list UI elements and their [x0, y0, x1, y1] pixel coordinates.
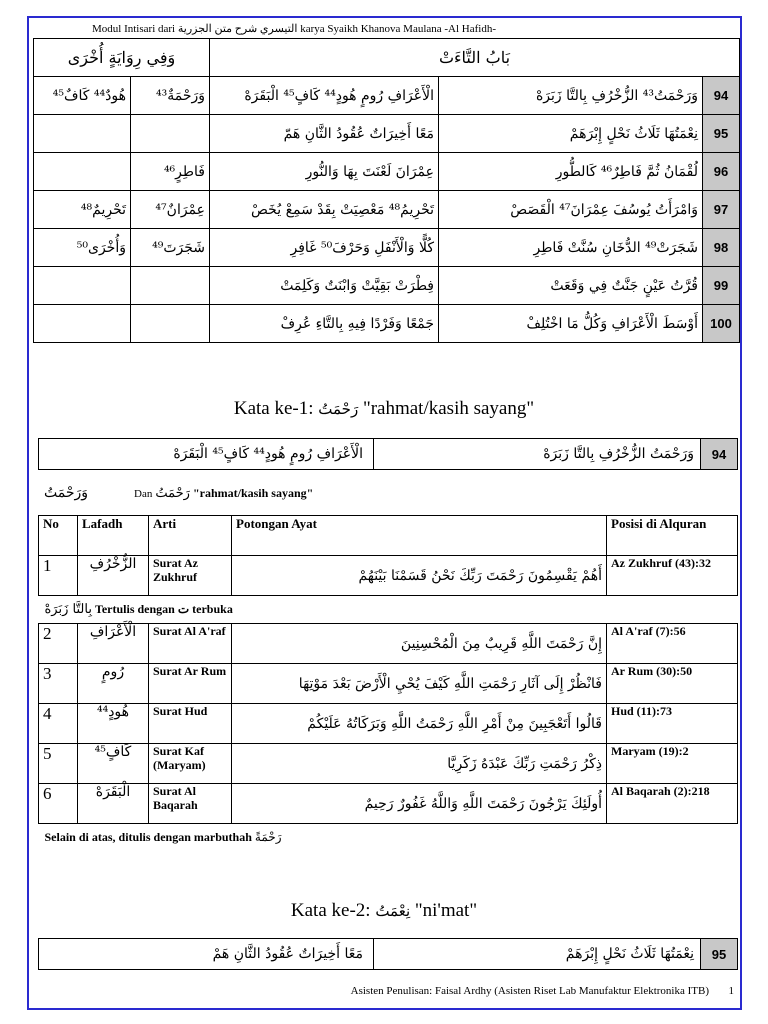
verse-number: 95 — [701, 939, 738, 970]
bab-cell-verse-b: تَحْرِيمُ⁴⁸ مَعْصِيَتْ بِقَدْ سَمِعْ يُخَصْ — [210, 191, 439, 229]
detail-cell-posisi: Hud (11):73 — [607, 704, 738, 744]
detail-cell-posisi: Az Zukhruf (43):32 — [607, 556, 738, 596]
bab-cell-verse-a: أَوْسَطَ الْأَعْرَافِ وَكُلُّ مَا اخْتُلِفْ — [439, 305, 703, 343]
detail-cell-ayat: أُولَئِكَ يَرْجُونَ رَحْمَتَ اللَّهِ وَاللَّهُ غَفُورٌ رَحِيمٌ — [232, 784, 607, 824]
verse-half-a: وَرَحْمَتُ الزُّخْرُفِ بِالتَّا زَبَرَهْ — [374, 439, 701, 470]
footer-credit: Asisten Penulisan: Faisal Ardhy (Asisten Riset Lab Manufaktur Elektronika ITB) — [350, 985, 709, 997]
bab-left-title: وَفِي رِوَايَةٍ أُخْرَى — [34, 39, 210, 77]
detail-cell-no: 6 — [39, 784, 78, 824]
bab-cell-verse-b: كُلًّا وَالْأَنْفَلِ وَحَرْفَ⁵⁰ غَافِرِ — [210, 229, 439, 267]
bab-cell-alt-1: عِمْرَانٌ⁴⁷ — [131, 191, 210, 229]
bab-row — [34, 191, 740, 229]
bab-cell-alt-2: هُودٌ⁴⁴ كَافٌ⁴⁵ — [34, 77, 131, 115]
bab-cell-verse-a: نِعْمَتُهَا ثَلَاثُ نَحْلٍ إِبْرَهَمْ — [439, 115, 703, 153]
detail-cell-no: 5 — [39, 744, 78, 784]
tertulis-text: Tertulis dengan ت terbuka — [94, 602, 233, 616]
kata1-title-prefix: Kata ke-1: — [233, 398, 314, 419]
verse-half-b: الْأَعْرَافِ رُومٍ هُودٍ⁴⁴ كَافٍ⁴⁵ الْبَقَرَهْ — [39, 439, 374, 470]
tertulis-arabic: بِالتَّا زَبَرَهْ — [44, 602, 92, 617]
detail-cell-arti: Surat Al A'raf — [149, 624, 232, 664]
bab-cell-verse-b: مَعًا أَخِيرَاتٌ عُقُودُ الثَّانِ هَمّ — [210, 115, 439, 153]
detail-cell-ayat: قَالُوا أَتَعْجَبِينَ مِنْ أَمْرِ اللَّهِ رَحْمَتُ اللَّهِ وَبَرَكَاتُهُ عَلَيْكُمْ — [232, 704, 607, 744]
kata1-title-arabic: رَحْمَتُ — [318, 400, 359, 418]
detail-cell-arti: Surat Ar Rum — [149, 664, 232, 704]
detail-cell-no: 3 — [39, 664, 78, 704]
detail-row — [39, 704, 738, 744]
detail-row — [39, 624, 738, 664]
bab-cell-alt-1 — [131, 305, 210, 343]
detail-cell-arti: Surat Al Baqarah — [149, 784, 232, 824]
dan-prefix: Dan — [134, 488, 153, 500]
page-number: 1 — [728, 985, 734, 997]
detail-cell-ayat: فَانْظُرْ إِلَى آثَارِ رَحْمَتِ اللَّهِ كَيْفَ يُحْيِ الْأَرْضَ بَعْدَ مَوْتِهَا — [232, 664, 607, 704]
detail-cell-lafadh: هُودٍ⁴⁴ — [78, 704, 149, 744]
bab-row — [34, 77, 740, 115]
detail-row — [39, 664, 738, 704]
detail-cell-posisi: Al A'raf (7):56 — [607, 624, 738, 664]
bab-cell-number: 94 — [703, 77, 740, 115]
bab-table — [33, 38, 740, 343]
bab-cell-verse-a: وَامْرَأَتُ يُوسُفَ عِمْرَانَ⁴⁷ الْقَصَصْ — [439, 191, 703, 229]
kata2-verse-box — [38, 938, 738, 970]
bab-row — [34, 305, 740, 343]
bab-cell-verse-a: وَرَحْمَتُ⁴³ الزُّخْرُفِ بِالتَّا زَبَرَهْ — [439, 77, 703, 115]
bab-cell-alt-2 — [34, 267, 131, 305]
dan-arabic-word: رَحْمَتُ — [155, 486, 190, 501]
tertulis-note — [39, 596, 738, 624]
detail-cell-lafadh: الزُّخْرُفِ — [78, 556, 149, 596]
detail-cell-lafadh: كَافٍ⁴⁵ — [78, 744, 149, 784]
bab-cell-number: 96 — [703, 153, 740, 191]
dan-meaning: "rahmat/kasih sayang" — [192, 486, 314, 500]
col-no: No — [39, 516, 78, 556]
bab-cell-alt-2 — [34, 115, 131, 153]
bab-cell-alt-2 — [34, 305, 131, 343]
dan-left-arabic: وَرَحْمَتُ — [44, 485, 89, 501]
detail-row — [39, 784, 738, 824]
selain-note — [39, 824, 738, 852]
tertulis-note-row — [39, 596, 738, 624]
detail-row — [39, 744, 738, 784]
kata2-title-arabic: نِعْمَتُ — [375, 902, 411, 920]
bab-row — [34, 115, 740, 153]
bab-cell-number: 98 — [703, 229, 740, 267]
detail-cell-lafadh: الْأَعْرَافِ — [78, 624, 149, 664]
bab-cell-alt-1 — [131, 115, 210, 153]
detail-cell-arti: Surat Kaf (Maryam) — [149, 744, 232, 784]
detail-cell-ayat: ذِكْرُ رَحْمَتِ رَبِّكَ عَبْدَهُ زَكَرِيَّا — [232, 744, 607, 784]
verse-half-b: مَعًا أَخِيرَاتٌ عُقُودُ الثَّانِ هَمْ — [39, 939, 374, 970]
col-potongan-ayat: Potongan Ayat — [232, 516, 607, 556]
kata1-verse-box — [38, 438, 738, 470]
detail-cell-lafadh: الْبَقَرَهْ — [78, 784, 149, 824]
dan-line — [44, 485, 313, 501]
detail-cell-no: 2 — [39, 624, 78, 664]
bab-cell-number: 99 — [703, 267, 740, 305]
bab-cell-verse-b: فِطْرَتْ بَقِيَّتْ وَابْنَتٌ وَكَلِمَتْ — [210, 267, 439, 305]
selain-text: Selain di atas, ditulis dengan marbuthah — [44, 830, 252, 844]
detail-row — [39, 556, 738, 596]
detail-cell-lafadh: رُومٍ — [78, 664, 149, 704]
verse-half-a: نِعْمَتُهَا ثَلَاثُ نَحْلٍ إِبْرَهَمْ — [374, 939, 701, 970]
detail-cell-ayat: إِنَّ رَحْمَتَ اللَّهِ قَرِيبٌ مِنَ الْمُحْسِنِينَ — [232, 624, 607, 664]
bab-cell-alt-1 — [131, 267, 210, 305]
kata2-title-meaning: "ni'mat" — [414, 900, 478, 921]
verse-number: 94 — [701, 439, 738, 470]
selain-arabic: رَحْمَةً — [254, 830, 282, 844]
detail-cell-no: 4 — [39, 704, 78, 744]
detail-cell-arti: Surat Hud — [149, 704, 232, 744]
bab-row — [34, 267, 740, 305]
col-lafadh: Lafadh — [78, 516, 149, 556]
bab-cell-number: 95 — [703, 115, 740, 153]
bab-cell-alt-2: تَحْرِيمٌ⁴⁸ — [34, 191, 131, 229]
bab-cell-verse-b: جَمْعًا وَفَرْدًا فِيهِ بِالتَّاءِ عُرِفْ — [210, 305, 439, 343]
detail-cell-no: 1 — [39, 556, 78, 596]
bab-cell-number: 97 — [703, 191, 740, 229]
bab-cell-verse-a: لُقْمَانُ ثُمَّ فَاطِرٌ⁴⁶ كَالطُّورِ — [439, 153, 703, 191]
detail-cell-posisi: Al Baqarah (2):218 — [607, 784, 738, 824]
bab-cell-alt-1: فَاطِرٍ⁴⁶ — [131, 153, 210, 191]
bab-cell-verse-a: شَجَرَتْ⁴⁹ الدُّخَانِ سُنَّتْ فَاطِرِ — [439, 229, 703, 267]
bab-cell-alt-1: وَرَحْمَةٌ⁴³ — [131, 77, 210, 115]
detail-cell-posisi: Maryam (19):2 — [607, 744, 738, 784]
bab-row — [34, 229, 740, 267]
bab-cell-alt-2 — [34, 153, 131, 191]
bab-cell-verse-b: الْأَعْرَافِ رُومٍ هُودٍ⁴⁴ كَافٍ⁴⁵ الْبَقَرَهْ — [210, 77, 439, 115]
detail-cell-ayat: أَهُمْ يَقْسِمُونَ رَحْمَتَ رَبِّكَ نَحْنُ قَسَمْنَا بَيْنَهُمْ — [232, 556, 607, 596]
detail-cell-arti: Surat Az Zukhruf — [149, 556, 232, 596]
page-header: Modul Intisari dari التيسري شرح متن الجزرية karya Syaikh Khanova Maulana -Al Hafidh- — [92, 23, 497, 35]
selain-note-row — [39, 824, 738, 852]
bab-cell-alt-2: وَأُخْرَى⁵⁰ — [34, 229, 131, 267]
bab-cell-verse-a: قُرَّتُ عَيْنٍ جَنَّتٌ فِي وَقَعَتْ — [439, 267, 703, 305]
kata1-detail-table — [38, 515, 738, 851]
col-posisi: Posisi di Alquran — [607, 516, 738, 556]
kata2-title — [0, 900, 768, 922]
page-footer — [351, 985, 734, 997]
bab-cell-verse-b: عِمْرَانَ لَعْنَتَ بِهَا وَالنُّورِ — [210, 153, 439, 191]
bab-cell-alt-1: شَجَرَتَ⁴⁹ — [131, 229, 210, 267]
detail-cell-posisi: Ar Rum (30):50 — [607, 664, 738, 704]
kata2-title-prefix: Kata ke-2: — [290, 900, 371, 921]
bab-right-title: بَابُ التَّاءَتْ — [210, 39, 740, 77]
kata1-title-meaning: "rahmat/kasih sayang" — [362, 398, 535, 419]
bab-row — [34, 153, 740, 191]
bab-cell-number: 100 — [703, 305, 740, 343]
kata1-title — [0, 398, 768, 420]
col-arti: Arti — [149, 516, 232, 556]
